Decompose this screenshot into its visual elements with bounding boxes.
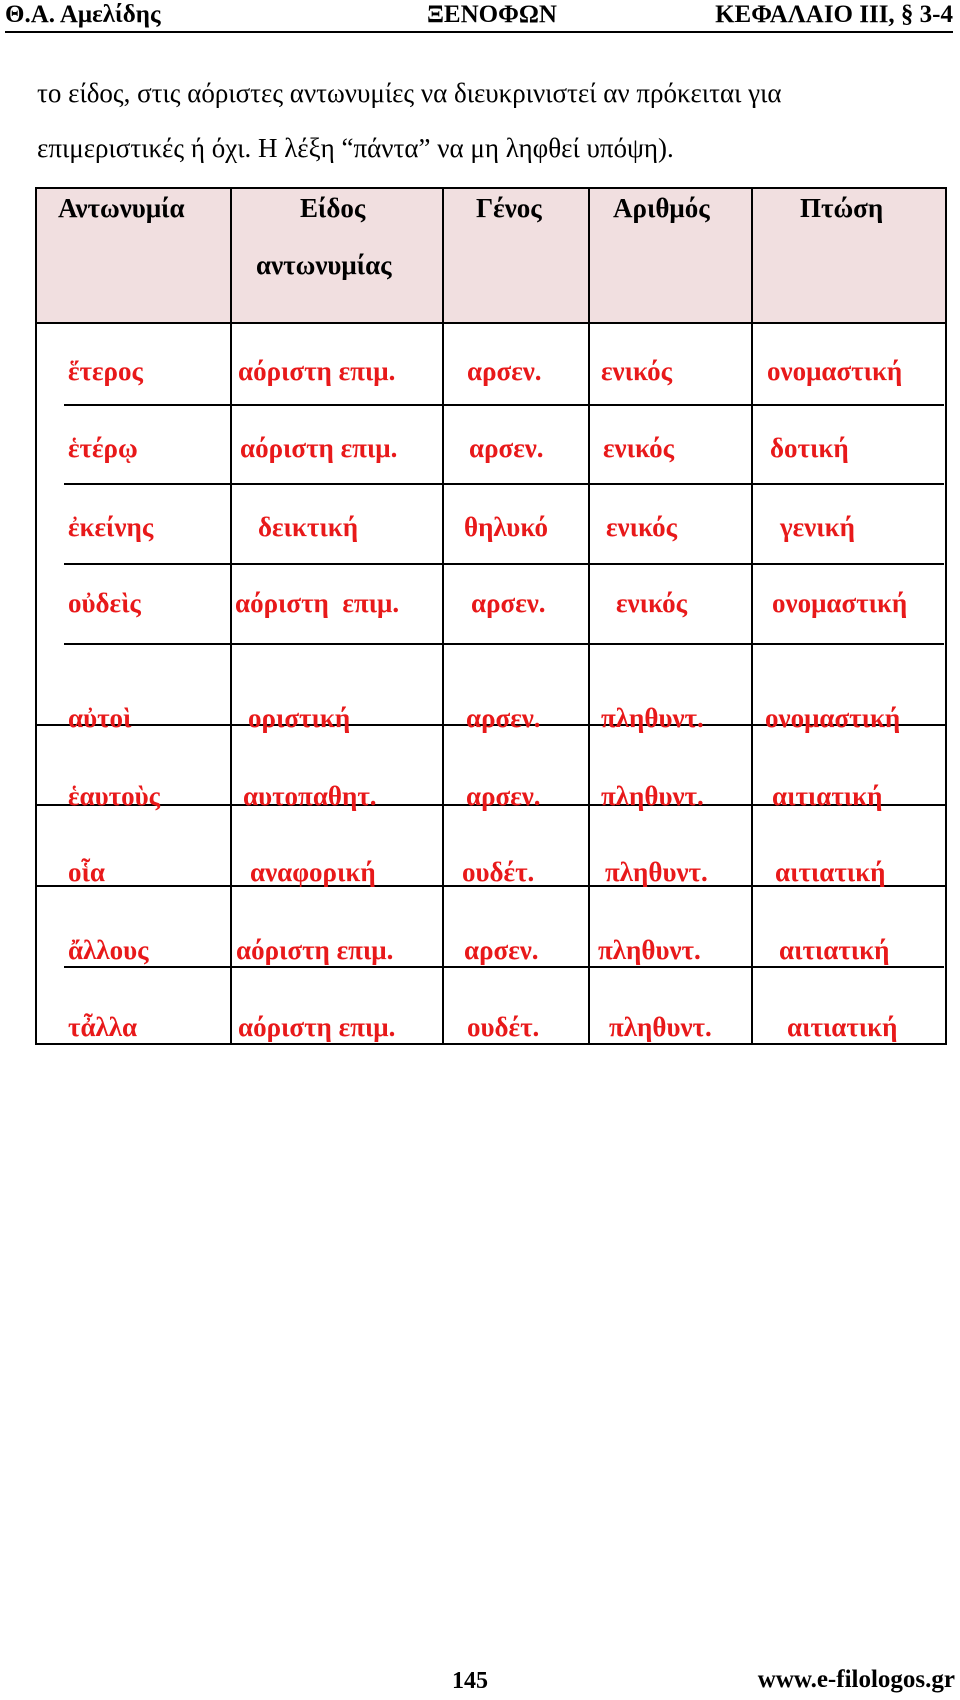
table-cell-gender: θηλυκό [464, 512, 549, 542]
table-rule [64, 404, 944, 406]
table-cell-pronoun: ἐκείνης [68, 512, 154, 542]
table-cell-number: πληθυντ. [601, 703, 704, 733]
footer-website: www.e-filologos.gr [757, 1666, 955, 1693]
table-cell-pronoun: ἑαυτοὺς [68, 781, 160, 811]
table-rule [64, 483, 944, 485]
table-border-left [35, 187, 37, 1045]
table-cell-pronoun: αὐτοὶ [68, 703, 132, 733]
table-cell-number: πληθυντ. [605, 857, 708, 887]
table-rule [64, 966, 944, 968]
table-cell-number: ενικός [616, 588, 688, 618]
table-cell-case: δοτική [770, 433, 849, 463]
table-cell-gender: αρσεν. [471, 588, 546, 618]
table-column-divider [751, 187, 753, 1045]
table-cell-type: αόριστη επιμ. [238, 1012, 396, 1042]
column-header-case: Πτώση [800, 193, 884, 223]
table-cell-gender: αρσεν. [469, 433, 544, 463]
table-cell-pronoun: οἷα [68, 857, 105, 887]
table-cell-case: ονομαστική [765, 703, 901, 733]
table-rule [36, 1043, 945, 1045]
table-rule [36, 187, 945, 189]
header-author: Θ.Α. Αμελίδης [5, 1, 161, 28]
table-cell-case: αιτιατική [787, 1012, 898, 1042]
table-cell-pronoun: τἆλλα [68, 1012, 138, 1042]
table-cell-case: γενική [780, 512, 855, 542]
table-cell-pronoun: ἕτερος [68, 356, 143, 386]
table-cell-pronoun: οὐδεὶς [68, 588, 141, 618]
table-cell-number: ενικός [603, 433, 675, 463]
column-header-gender: Γένος [476, 193, 542, 223]
table-cell-type: αναφορική [250, 857, 376, 887]
table-border-right [945, 187, 947, 1045]
table-cell-pronoun: ἑτέρῳ [68, 433, 138, 463]
table-cell-gender: αρσεν. [466, 703, 541, 733]
table-cell-number: ενικός [606, 512, 678, 542]
table-rule [64, 643, 944, 645]
column-header-pronoun: Αντωνυμία [58, 193, 185, 223]
column-header-type: Είδος [300, 193, 366, 223]
table-cell-gender: ουδέτ. [467, 1012, 540, 1042]
column-header-type-line2: αντωνυμίας [256, 250, 392, 280]
table-cell-number: ενικός [601, 356, 673, 386]
table-cell-gender: ουδέτ. [462, 857, 535, 887]
table-cell-type: αόριστη επιμ. [236, 935, 394, 965]
page-header [5, 0, 953, 33]
table-cell-gender: αρσεν. [464, 935, 539, 965]
header-chapter: ΚΕΦΑΛΑΙΟ ΙΙΙ, § 3-4 [715, 1, 953, 28]
table-column-divider [588, 187, 590, 1045]
table-cell-case: αιτιατική [775, 857, 886, 887]
table-cell-type: αυτοπαθητ. [243, 781, 377, 811]
table-cell-case: ονομαστική [772, 588, 908, 618]
table-cell-number: πληθυντ. [609, 1012, 712, 1042]
table-rule [64, 563, 944, 565]
table-cell-gender: αρσεν. [466, 781, 541, 811]
intro-line-1: το είδος, στις αόριστες αντωνυμίες να διευκρινιστεί αν πρόκειται για [37, 78, 782, 108]
table-cell-type: αόριστη επιμ. [240, 433, 398, 463]
column-header-number: Αριθμός [613, 193, 710, 223]
table-cell-case: ονομαστική [767, 356, 903, 386]
table-cell-pronoun: ἄλλους [68, 935, 149, 965]
table-cell-gender: αρσεν. [467, 356, 542, 386]
table-rule [36, 322, 945, 324]
header-book-title: ΞΕΝΟΦΩΝ [427, 1, 557, 28]
table-cell-type: αόριστη επιμ. [238, 356, 396, 386]
table-column-divider [230, 187, 232, 1045]
page-number: 145 [452, 1668, 488, 1694]
table-cell-type: οριστική [248, 703, 351, 733]
table-cell-number: πληθυντ. [598, 935, 701, 965]
table-cell-case: αιτιατική [772, 781, 883, 811]
table-cell-type: δεικτική [258, 512, 359, 542]
table-cell-case: αιτιατική [779, 935, 890, 965]
table-cell-number: πληθυντ. [601, 781, 704, 811]
intro-line-2: επιμεριστικές ή όχι. Η λέξη “πάντα” να μη ληφθεί υπόψη). [37, 133, 674, 163]
table-cell-type: αόριστη επιμ. [235, 588, 400, 618]
table-column-divider [442, 187, 444, 1045]
